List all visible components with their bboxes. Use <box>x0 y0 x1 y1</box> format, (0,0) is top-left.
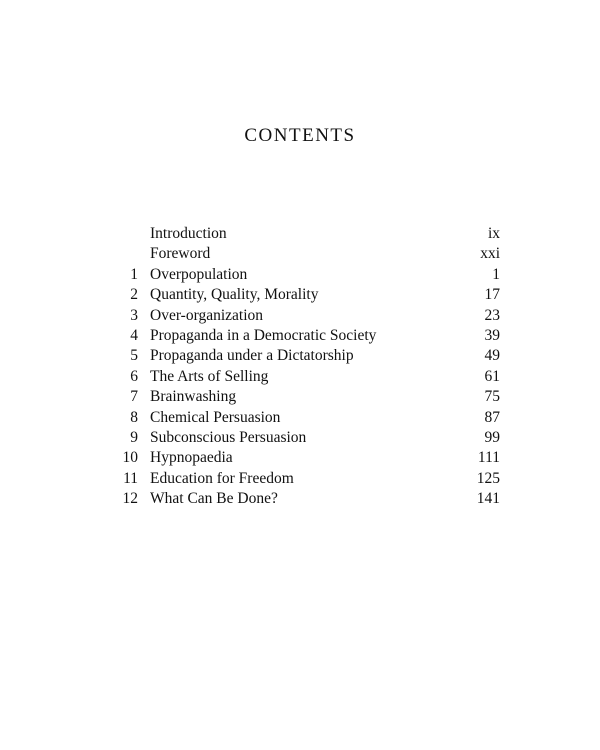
toc-entry <box>100 448 500 468</box>
page-number: 49 <box>484 347 500 365</box>
chapter-title: Propaganda in a Democratic Society <box>150 326 377 344</box>
contents-heading: CONTENTS <box>244 125 356 146</box>
toc-entry <box>100 489 500 509</box>
toc-entry <box>100 469 500 489</box>
chapter-title: Foreword <box>150 245 211 263</box>
chapter-title: Education for Freedom <box>150 469 294 487</box>
page-number: xxi <box>480 245 500 263</box>
chapter-title: Propaganda under a Dictatorship <box>150 347 354 365</box>
chapter-number: 8 <box>130 408 138 426</box>
table-of-contents <box>100 224 500 509</box>
page-number: 1 <box>492 265 500 283</box>
toc-entry <box>100 408 500 428</box>
page-number: 111 <box>477 449 500 467</box>
page-number: 39 <box>484 326 500 344</box>
chapter-title: The Arts of Selling <box>150 367 269 385</box>
toc-entry <box>100 306 500 326</box>
chapter-number: 1 <box>130 265 138 283</box>
chapter-number: 5 <box>130 347 138 365</box>
page-number: 125 <box>476 469 500 487</box>
page-number: 75 <box>484 388 500 406</box>
chapter-number: 6 <box>130 367 138 385</box>
chapter-number: 10 <box>122 449 138 467</box>
page-number: 87 <box>484 408 500 426</box>
chapter-number: 2 <box>130 286 138 304</box>
toc-entry <box>100 265 500 285</box>
chapter-number: 9 <box>130 428 138 446</box>
chapter-title: Overpopulation <box>150 265 248 283</box>
chapter-title: Brainwashing <box>150 388 237 406</box>
page-number: 17 <box>484 286 500 304</box>
page-number: 141 <box>476 490 500 508</box>
page-number: 23 <box>484 306 500 324</box>
chapter-title: Chemical Persuasion <box>150 408 281 426</box>
toc-entry <box>100 326 500 346</box>
chapter-title: Subconscious Persuasion <box>150 428 307 446</box>
chapter-title: Over-organization <box>150 306 264 324</box>
chapter-title: Quantity, Quality, Morality <box>150 286 319 304</box>
page-number: 61 <box>484 367 500 385</box>
toc-entry <box>100 367 500 387</box>
page-number: 99 <box>484 428 500 446</box>
chapter-number: 11 <box>123 469 138 487</box>
chapter-title: Hypnopaedia <box>150 449 233 467</box>
chapter-number: 3 <box>130 306 138 324</box>
toc-entry <box>100 428 500 448</box>
chapter-number: 7 <box>130 388 138 406</box>
toc-entry <box>100 224 500 244</box>
chapter-title: What Can Be Done? <box>150 490 278 508</box>
toc-entry <box>100 285 500 305</box>
toc-entry <box>100 346 500 366</box>
chapter-number: 4 <box>130 326 138 344</box>
chapter-number: 12 <box>122 490 138 508</box>
toc-entry <box>100 244 500 264</box>
chapter-title: Introduction <box>150 225 227 242</box>
toc-entry <box>100 387 500 407</box>
page-number: ix <box>487 225 500 242</box>
